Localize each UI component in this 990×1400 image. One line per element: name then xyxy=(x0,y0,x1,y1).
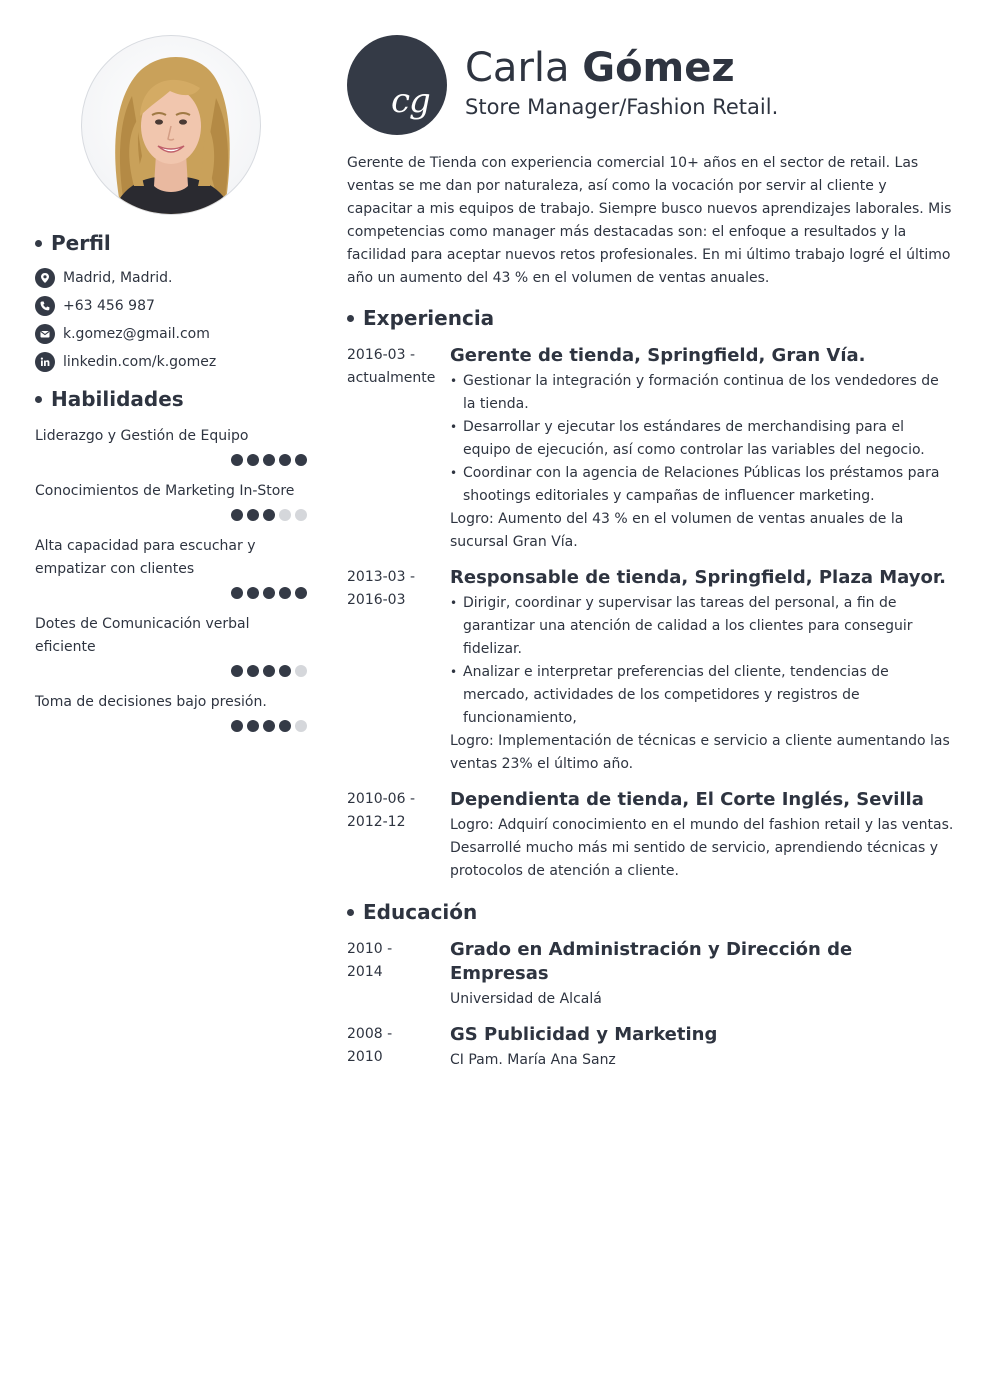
skill-item xyxy=(35,613,307,677)
skill-dot xyxy=(231,720,243,732)
date-end: 2012-12 xyxy=(347,814,406,830)
skill-dot xyxy=(231,665,243,677)
skill-dot xyxy=(231,509,243,521)
skill-rating xyxy=(35,509,307,521)
header xyxy=(347,35,955,135)
summary: Gerente de Tienda con experiencia comercial 10+ años en el sector de retail. Las ventas se me dan por naturaleza, así como la vocación por servir al cliente y capacitar a mis equipos de trabajo. Siempre busco nuevos aprendizajes laborales. Mis competencias como manager más destacadas son: el enfoque a resultados y la facilidad para aceptar nuevos retos profesionales. En mi último trabajo logré el último año un aumento del 43 % en el volumen de ventas anuales. xyxy=(347,155,952,286)
skill-dot xyxy=(263,720,275,732)
contact-linkedin-text[interactable]: linkedin.com/k.gomez xyxy=(63,354,217,370)
date-start: 2013-03 - xyxy=(347,569,415,585)
skill-name: Dotes de Comunicación verbal eficiente xyxy=(35,616,250,655)
skill-item xyxy=(35,535,307,599)
school-name: CI Pam. María Ana Sanz xyxy=(450,1052,616,1068)
entry-body xyxy=(450,1023,955,1072)
skill-rating xyxy=(35,587,307,599)
skill-dot xyxy=(247,509,259,521)
skill-dot xyxy=(295,509,307,521)
date-start: 2010 - xyxy=(347,941,393,957)
contact-list xyxy=(35,264,307,376)
skill-dot xyxy=(263,509,275,521)
contact-email-text[interactable]: k.gomez@gmail.com xyxy=(63,326,210,342)
skill-dot xyxy=(279,720,291,732)
date-end: 2014 xyxy=(347,964,383,980)
location-icon xyxy=(35,268,55,288)
skill-dot xyxy=(295,587,307,599)
skill-dot xyxy=(231,587,243,599)
skill-rating xyxy=(35,720,307,732)
entry-achievement: Logro: Adquirí conocimiento en el mundo del fashion retail y las ventas. Desarrollé mucho más mi sentido de servicio, aprendiendo técnicas y protocolos de atención a cliente. xyxy=(450,817,954,879)
education-entry xyxy=(347,1023,955,1072)
skill-name: Liderazgo y Gestión de Equipo xyxy=(35,428,249,444)
skill-dot xyxy=(295,720,307,732)
skill-dot xyxy=(247,665,259,677)
educacion-heading: Educación xyxy=(347,899,955,925)
entry-date xyxy=(347,566,450,776)
main-content xyxy=(347,35,955,1084)
skill-item xyxy=(35,691,307,732)
skill-dot xyxy=(231,454,243,466)
contact-location-text: Madrid, Madrid. xyxy=(63,270,173,286)
contact-email[interactable] xyxy=(35,320,307,348)
skill-dot xyxy=(279,509,291,521)
profile-photo xyxy=(81,35,261,215)
skill-name: Conocimientos de Marketing In-Store xyxy=(35,483,295,499)
degree-title: GS Publicidad y Marketing xyxy=(450,1024,718,1045)
entry-achievement: Logro: Aumento del 43 % en el volumen de ventas anuales de la sucursal Gran Vía. xyxy=(450,511,904,550)
bullet-item: • Coordinar con la agencia de Relaciones Públicas los préstamos para shootings editoriales y campañas de influencer marketing. xyxy=(450,462,955,508)
skill-dot xyxy=(263,587,275,599)
experiencia-heading: Experiencia xyxy=(347,305,955,331)
phone-icon xyxy=(35,296,55,316)
entry-bullets xyxy=(450,592,955,730)
job-title: Store Manager/Fashion Retail. xyxy=(465,95,779,119)
experience-entry xyxy=(347,566,955,776)
skill-dot xyxy=(295,454,307,466)
date-end: actualmente xyxy=(347,370,436,386)
linkedin-icon xyxy=(35,352,55,372)
entry-bullets xyxy=(450,370,955,508)
name-block xyxy=(465,45,779,119)
first-name: Carla xyxy=(465,45,570,91)
skill-dot xyxy=(279,454,291,466)
monogram-badge xyxy=(347,35,447,135)
entry-date xyxy=(347,344,450,554)
education-entry xyxy=(347,938,955,1011)
bullet-item: • Gestionar la integración y formación continua de los vendedores de la tienda. xyxy=(450,370,955,416)
skill-item xyxy=(35,480,307,521)
entry-achievement: Logro: Implementación de técnicas e servicio a cliente aumentando las ventas 23% el último año. xyxy=(450,733,950,772)
entry-body xyxy=(450,344,955,554)
bullet-item: • Dirigir, coordinar y supervisar las tareas del personal, a fin de garantizar una atención de calidad a los clientes para conseguir fidelizar. xyxy=(450,592,955,661)
contact-location xyxy=(35,264,307,292)
skill-dot xyxy=(263,665,275,677)
date-end: 2016-03 xyxy=(347,592,406,608)
sidebar xyxy=(35,35,307,746)
skill-dot xyxy=(295,665,307,677)
skills-list xyxy=(35,425,307,732)
entry-date xyxy=(347,1023,450,1072)
perfil-heading: Perfil xyxy=(35,230,307,256)
date-start: 2016-03 - xyxy=(347,347,415,363)
skill-rating xyxy=(35,665,307,677)
skill-dot xyxy=(247,587,259,599)
habilidades-heading: Habilidades xyxy=(35,386,307,412)
entry-title: Responsable de tienda, Springfield, Plaza Mayor. xyxy=(450,567,946,588)
entry-title: Dependienta de tienda, El Corte Inglés, Sevilla xyxy=(450,789,924,810)
experience-entry xyxy=(347,344,955,554)
skill-dot xyxy=(279,587,291,599)
entry-body xyxy=(450,788,955,883)
experience-list xyxy=(347,344,955,883)
full-name xyxy=(465,43,778,93)
education-list xyxy=(347,938,955,1072)
contact-phone-text: +63 456 987 xyxy=(63,298,155,314)
contact-phone xyxy=(35,292,307,320)
school-name: Universidad de Alcalá xyxy=(450,991,602,1007)
date-end: 2010 xyxy=(347,1049,383,1065)
date-start: 2008 - xyxy=(347,1026,393,1042)
skill-dot xyxy=(247,454,259,466)
last-name: Gómez xyxy=(582,45,735,91)
bullet-item: • Analizar e interpretar preferencias del cliente, tendencias de mercado, actividades de los competidores y registros de funcionamiento, xyxy=(450,661,955,730)
skill-dot xyxy=(263,454,275,466)
skill-name: Toma de decisiones bajo presión. xyxy=(35,694,267,710)
bullet-item: • Desarrollar y ejecutar los estándares de merchandising para el equipo de ejecución, así como controlar las variables del negocio. xyxy=(450,416,955,462)
entry-title: Gerente de tienda, Springfield, Gran Vía. xyxy=(450,345,866,366)
skill-dot xyxy=(279,665,291,677)
entry-date xyxy=(347,938,450,1011)
date-start: 2010-06 - xyxy=(347,791,415,807)
entry-body xyxy=(450,566,955,776)
skill-item xyxy=(35,425,307,466)
email-icon xyxy=(35,324,55,344)
experience-entry xyxy=(347,788,955,883)
contact-linkedin[interactable] xyxy=(35,348,307,376)
skill-name: Alta capacidad para escuchar y empatizar con clientes xyxy=(35,538,256,577)
monogram-text: cg xyxy=(391,81,430,121)
entry-body xyxy=(450,938,955,1011)
entry-date xyxy=(347,788,450,883)
skill-dot xyxy=(247,720,259,732)
skill-rating xyxy=(35,454,307,466)
degree-title: Grado en Administración y Dirección de Empresas xyxy=(450,939,853,984)
